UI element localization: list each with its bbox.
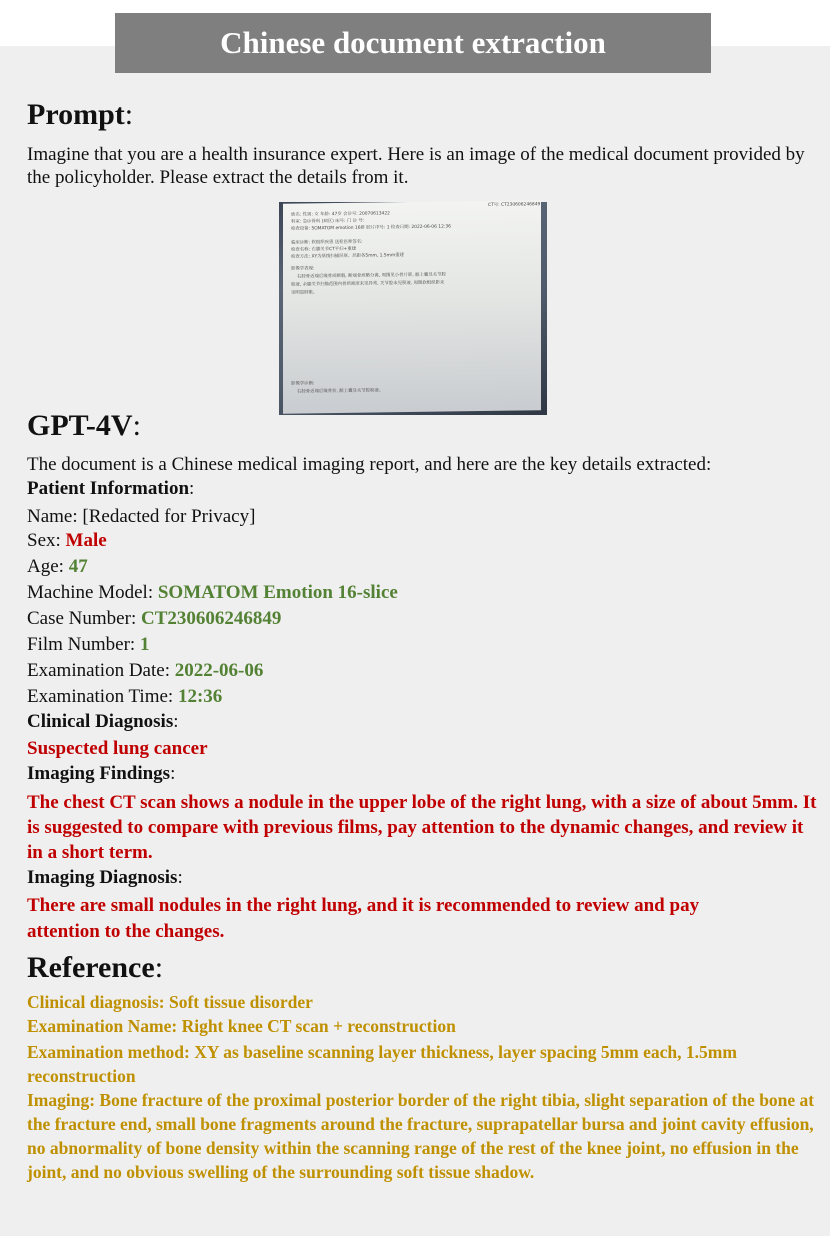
imaging-findings-label: Imaging Findings: — [27, 763, 176, 784]
doc-line: 影像学诊断: — [291, 381, 315, 387]
machine-model-field: Machine Model: SOMATOM Emotion 16-slice — [27, 582, 398, 603]
exam-date-field: Examination Date: 2022-06-06 — [27, 660, 264, 681]
age-field: Age: 47 — [27, 556, 88, 577]
doc-line: 右胫骨近端后缘骨折, 髌上囊及关节腔积液。 — [297, 388, 384, 395]
gpt4v-intro: The document is a Chinese medical imaging report, and here are the key details extracted: — [27, 454, 712, 475]
prompt-text: Imagine that you are a health insurance expert. Here is an image of the medical document provided by the policyholder. Please extract the details from it. — [27, 144, 805, 188]
exam-time-field: Examination Time: 12:36 — [27, 686, 223, 707]
imaging-diagnosis-value: There are small nodules in the right lung, and it is recommended to review and pay attention to the changes. — [27, 895, 700, 942]
clinical-diagnosis-value: Suspected lung cancer — [27, 738, 208, 759]
reference-imaging: Imaging: Bone fracture of the proximal posterior border of the right tibia, slight separation of the bone at the fracture end, small bone fragments around the fracture, suprapatellar bursa and joint cavity effusion, no abnormality of bone density within the scanning range of the rest of the knee joint, no effusion in the joint, and no obvious swelling of the surrounding soft tissue shadow. — [27, 1090, 815, 1182]
medical-document-image — [279, 202, 547, 415]
page-title: Chinese document extraction — [115, 13, 711, 73]
doc-line: 科室: 急诊骨科 (病区) 床号: 门 诊 号: — [291, 218, 365, 225]
reference-exam-method: Examination method: XY as baseline scanning layer thickness, layer spacing 5mm each, 1.5mm reconstruction — [27, 1042, 737, 1086]
doc-line: 检查方法: XY为基线扫描层厚、层距各5mm, 1.5mm重建 — [291, 253, 404, 260]
doc-line: 检查设备: SOMATOM emotion 16排 胶片序号: 1 检查日期: 2022-06-06 12:36 — [291, 224, 451, 232]
prompt-heading: Prompt: — [27, 98, 134, 131]
doc-line: 积液, 余膝关节扫描范围内骨质密度未见异常, 关节腔未见积液, 周围软组织影未 — [291, 280, 445, 288]
gpt4v-heading: GPT-4V: — [27, 409, 141, 442]
case-number-field: Case Number: CT230606246849 — [27, 608, 282, 629]
name-field: Name: [Redacted for Privacy] — [27, 506, 256, 527]
clinical-diagnosis-label: Clinical Diagnosis: — [27, 711, 179, 732]
doc-line: 姓名: 性别: 女 年龄: 47岁 会诊号: 20070613422 — [291, 211, 390, 218]
film-number-field: Film Number: 1 — [27, 634, 150, 655]
doc-line: 右胫骨近端后缘骨质断裂, 断端骨质略分离, 周围见小骨片影, 髌上囊及关节腔 — [297, 272, 446, 280]
patient-info-label: Patient Information: — [27, 478, 195, 499]
reference-clinical: Clinical diagnosis: Soft tissue disorder — [27, 992, 313, 1012]
doc-line: 检查名称: 右膝关节CT平扫+重建 — [291, 246, 356, 253]
doc-line: 见明显肿胀。 — [291, 290, 318, 296]
document-paper — [283, 200, 541, 414]
doc-line: 影像学表现: — [291, 266, 315, 272]
reference-exam-name: Examination Name: Right knee CT scan + reconstruction — [27, 1016, 456, 1036]
reference-heading: Reference: — [27, 951, 164, 984]
sex-field: Sex: Male — [27, 530, 107, 551]
imaging-findings-value: The chest CT scan shows a nodule in the upper lobe of the right lung, with a size of about 5mm. It is suggested to compare with previous films, pay attention to the dynamic changes, and review it in a short term. — [27, 792, 817, 863]
doc-line: 临床诊断: 软组织疾患 送检医师签名: — [291, 239, 363, 246]
imaging-diagnosis-label: Imaging Diagnosis: — [27, 867, 183, 888]
doc-line: CT号: CT230606246849 — [488, 202, 541, 208]
